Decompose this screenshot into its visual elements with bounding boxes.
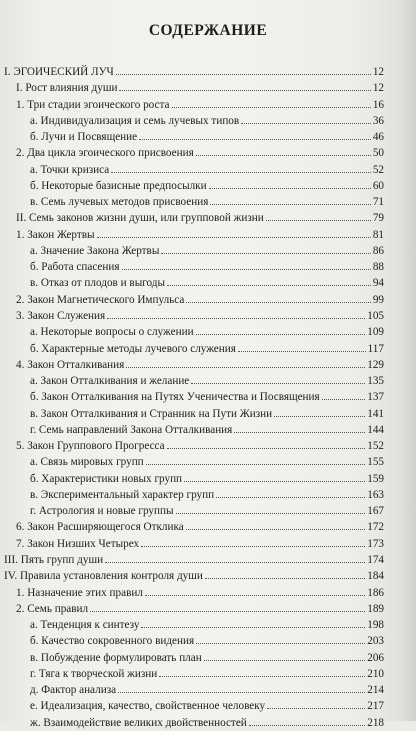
toc-entry [4, 259, 384, 275]
toc-entry [4, 210, 384, 226]
toc-entry-title: б. Закон Отталкивания на Путях Ученичества и Посвящения [30, 391, 320, 404]
toc-dot-leader [167, 448, 366, 449]
toc-entry-page: 206 [367, 651, 384, 664]
toc-entry [4, 536, 384, 552]
toc-entry-title: в. Экспериментальный характер групп [30, 488, 215, 501]
toc-entry-page: 210 [367, 667, 384, 680]
toc-entry-title: I. ЭГОИЧЕСКИЙ ЛУЧ [4, 66, 114, 78]
toc-entry-page: 217 [367, 700, 384, 713]
toc-dot-leader [118, 692, 365, 693]
toc-entry [4, 552, 384, 568]
toc-entry-title: I. Рост влияния души [16, 82, 118, 95]
toc-entry-page: 86 [372, 244, 384, 257]
toc-entry-title: б. Характеристики новых групп [30, 472, 183, 485]
toc-dot-leader [146, 464, 366, 465]
toc-dot-leader [90, 611, 365, 612]
toc-entry-page: 173 [367, 537, 384, 550]
toc-entry-title: е. Идеализация, качество, свойственное человеку [30, 700, 266, 713]
toc-entry [4, 357, 384, 373]
toc-entry-title: б. Качество сокровенного видения [30, 635, 195, 648]
toc-entry-page: 155 [367, 456, 384, 469]
toc-entry-title: б. Работа спасения [30, 261, 120, 274]
toc-dot-leader [119, 90, 370, 91]
toc-entry-page: 137 [367, 391, 384, 404]
toc-entry [4, 617, 384, 633]
toc-entry [4, 227, 384, 243]
toc-entry [4, 666, 384, 682]
toc-dot-leader [105, 562, 365, 563]
toc-dot-leader [167, 285, 371, 286]
toc-entry-title: а. Некоторые вопросы о служении [30, 326, 194, 339]
toc-entry-page: 218 [367, 716, 384, 729]
toc-entry [4, 503, 384, 519]
toc-dot-leader [141, 546, 365, 547]
toc-entry-page: 129 [367, 358, 384, 371]
toc-dot-leader [172, 107, 371, 108]
toc-entry [4, 113, 384, 129]
toc-dot-leader [139, 139, 371, 140]
toc-entry-page: 144 [367, 423, 384, 436]
toc-entry [4, 471, 384, 487]
toc-entry-title: II. Семь законов жизни души, или групповой жизни [16, 212, 264, 225]
toc-entry [4, 650, 384, 666]
toc-entry [4, 715, 384, 731]
toc-dot-leader [184, 481, 365, 482]
toc-entry [4, 243, 384, 259]
toc-entry-page: 81 [372, 228, 384, 241]
toc-entry [4, 601, 384, 617]
toc-entry-title: 3. Закон Служения [16, 309, 106, 322]
toc-dot-leader [161, 253, 370, 254]
toc-entry-page: 184 [367, 570, 384, 583]
toc-entry-title: 7. Закон Низших Четырех [16, 537, 140, 550]
toc-entry-title: в. Побуждение формулировать план [30, 651, 202, 664]
toc-entry-page: 174 [367, 553, 384, 566]
toc-entry-page: 135 [367, 375, 384, 388]
toc-entry-title: III. Пять групп души [4, 553, 104, 566]
toc-entry-page: 94 [372, 277, 384, 290]
toc-entry-title: в. Закон Отталкивания и Странник на Пути Жизни [30, 407, 273, 420]
toc-entry-title: IV. Правила установления контроля души [4, 570, 203, 583]
toc-entry-title: 2. Два цикла эгоического присвоения [16, 147, 194, 160]
toc-dot-leader [267, 708, 365, 709]
toc-entry [4, 129, 384, 145]
toc-entry [4, 422, 384, 438]
toc-dot-leader [186, 529, 365, 530]
toc-entry-title: 5. Закон Группового Прогресса [16, 440, 165, 453]
toc-entry-title: 2. Закон Магнетического Импульса [16, 293, 185, 306]
toc-entry-page: 71 [372, 196, 384, 209]
toc-dot-leader [186, 302, 370, 303]
toc-dot-leader [97, 237, 371, 238]
toc-dot-leader [176, 513, 366, 514]
toc-entry-title: ж. Взаимодействие великих двойственностей [30, 716, 247, 729]
page-title: СОДЕРЖАНИЕ [148, 22, 268, 39]
toc-entry [4, 373, 384, 389]
toc-entry [4, 487, 384, 503]
toc-entry-page: 141 [367, 407, 384, 420]
toc-entry-page: 52 [372, 163, 384, 176]
toc-entry [4, 568, 384, 584]
toc-entry [4, 585, 384, 601]
toc-dot-leader [210, 204, 370, 205]
toc-entry [4, 682, 384, 698]
toc-entry-page: 214 [367, 684, 384, 697]
toc-dot-leader [209, 188, 371, 189]
toc-entry-page: 50 [372, 147, 384, 160]
toc-dot-leader [241, 123, 371, 124]
toc-dot-leader [196, 334, 366, 335]
toc-entry [4, 324, 384, 340]
toc-entry [4, 97, 384, 113]
toc-entry-title: 1. Закон Жертвы [16, 228, 95, 241]
toc-dot-leader [116, 74, 371, 75]
toc-entry-title: б. Характерные методы лучевого служения [30, 342, 236, 355]
toc-entry-page: 159 [367, 472, 384, 485]
toc-entry-page: 172 [367, 521, 384, 534]
toc-entry-page: 198 [367, 619, 384, 632]
toc-entry-page: 152 [367, 440, 384, 453]
toc-entry-page: 60 [372, 179, 384, 192]
toc-entry [4, 406, 384, 422]
toc-entry-page: 109 [367, 326, 384, 339]
toc-dot-leader [205, 578, 365, 579]
toc-dot-leader [322, 399, 366, 400]
toc-entry-title: г. Семь направлений Закона Отталкивания [30, 423, 233, 436]
toc-dot-leader [111, 172, 371, 173]
toc-entry-title: 4. Закон Отталкивания [16, 358, 125, 371]
toc-dot-leader [122, 269, 371, 270]
toc-entry-title: б. Некоторые базисные предпосылки [30, 179, 207, 192]
toc-dot-leader [234, 432, 365, 433]
toc-dot-leader [126, 367, 365, 368]
toc-entry-title: в. Отказ от плодов и выгоды [30, 277, 166, 290]
toc-entry [4, 275, 384, 291]
toc-entry [4, 194, 384, 210]
toc-entry-title: а. Связь мировых групп [30, 456, 144, 469]
toc-entry-title: 1. Назначение этих правил [16, 586, 143, 599]
toc-entry-page: 88 [372, 261, 384, 274]
table-of-contents [4, 64, 384, 731]
toc-entry [4, 698, 384, 714]
toc-entry [4, 292, 384, 308]
toc-entry [4, 80, 384, 96]
toc-entry-page: 16 [372, 98, 384, 111]
toc-dot-leader [196, 643, 365, 644]
toc-entry-page: 186 [367, 586, 384, 599]
toc-entry-title: б. Лучи и Посвящение [30, 131, 138, 144]
toc-dot-leader [249, 725, 365, 726]
toc-entry [4, 178, 384, 194]
toc-entry-page: 189 [367, 602, 384, 615]
toc-entry-title: 6. Закон Расширяющегося Отклика [16, 521, 184, 534]
toc-entry-title: а. Тенденция к синтезу [30, 619, 140, 632]
toc-entry-title: 2. Семь правил [16, 602, 89, 615]
toc-entry-page: 12 [372, 82, 384, 95]
toc-entry-title: г. Тяга к творческой жизни [30, 667, 158, 680]
toc-entry-page: 79 [372, 212, 384, 225]
toc-entry-page: 117 [367, 342, 384, 355]
toc-dot-leader [145, 595, 365, 596]
toc-entry-page: 99 [372, 293, 384, 306]
toc-dot-leader [266, 220, 371, 221]
toc-dot-leader [238, 351, 366, 352]
toc-entry [4, 633, 384, 649]
page-edge-shadow [398, 0, 416, 721]
toc-dot-leader [274, 416, 365, 417]
toc-dot-leader [196, 155, 371, 156]
toc-dot-leader [204, 660, 366, 661]
toc-entry-title: а. Закон Отталкивания и желание [30, 375, 190, 388]
toc-dot-leader [216, 497, 365, 498]
toc-entry [4, 341, 384, 357]
toc-entry-page: 105 [367, 309, 384, 322]
toc-dot-leader [141, 627, 365, 628]
toc-entry-title: а. Точки кризиса [30, 163, 110, 176]
toc-entry [4, 519, 384, 535]
toc-dot-leader [191, 383, 365, 384]
toc-entry [4, 438, 384, 454]
toc-dot-leader [159, 676, 365, 677]
toc-entry-title: г. Астрология и новые группы [30, 505, 174, 518]
toc-entry-page: 46 [372, 131, 384, 144]
toc-entry-title: а. Значение Закона Жертвы [30, 244, 160, 257]
toc-entry [4, 389, 384, 405]
toc-entry-page: 167 [367, 505, 384, 518]
toc-entry-title: в. Семь лучевых методов присвоения [30, 196, 209, 209]
toc-entry-title: д. Фактор анализа [30, 684, 117, 697]
toc-entry [4, 64, 384, 80]
toc-entry [4, 454, 384, 470]
toc-entry-page: 203 [367, 635, 384, 648]
toc-entry-page: 12 [372, 66, 384, 78]
toc-entry [4, 162, 384, 178]
toc-entry [4, 308, 384, 324]
toc-entry-page: 36 [372, 114, 384, 127]
toc-entry [4, 145, 384, 161]
toc-entry-title: а. Индивидуализация и семь лучевых типов [30, 114, 240, 127]
toc-entry-title: 1. Три стадии эгоического роста [16, 98, 170, 111]
toc-dot-leader [107, 318, 365, 319]
toc-entry-page: 163 [367, 488, 384, 501]
